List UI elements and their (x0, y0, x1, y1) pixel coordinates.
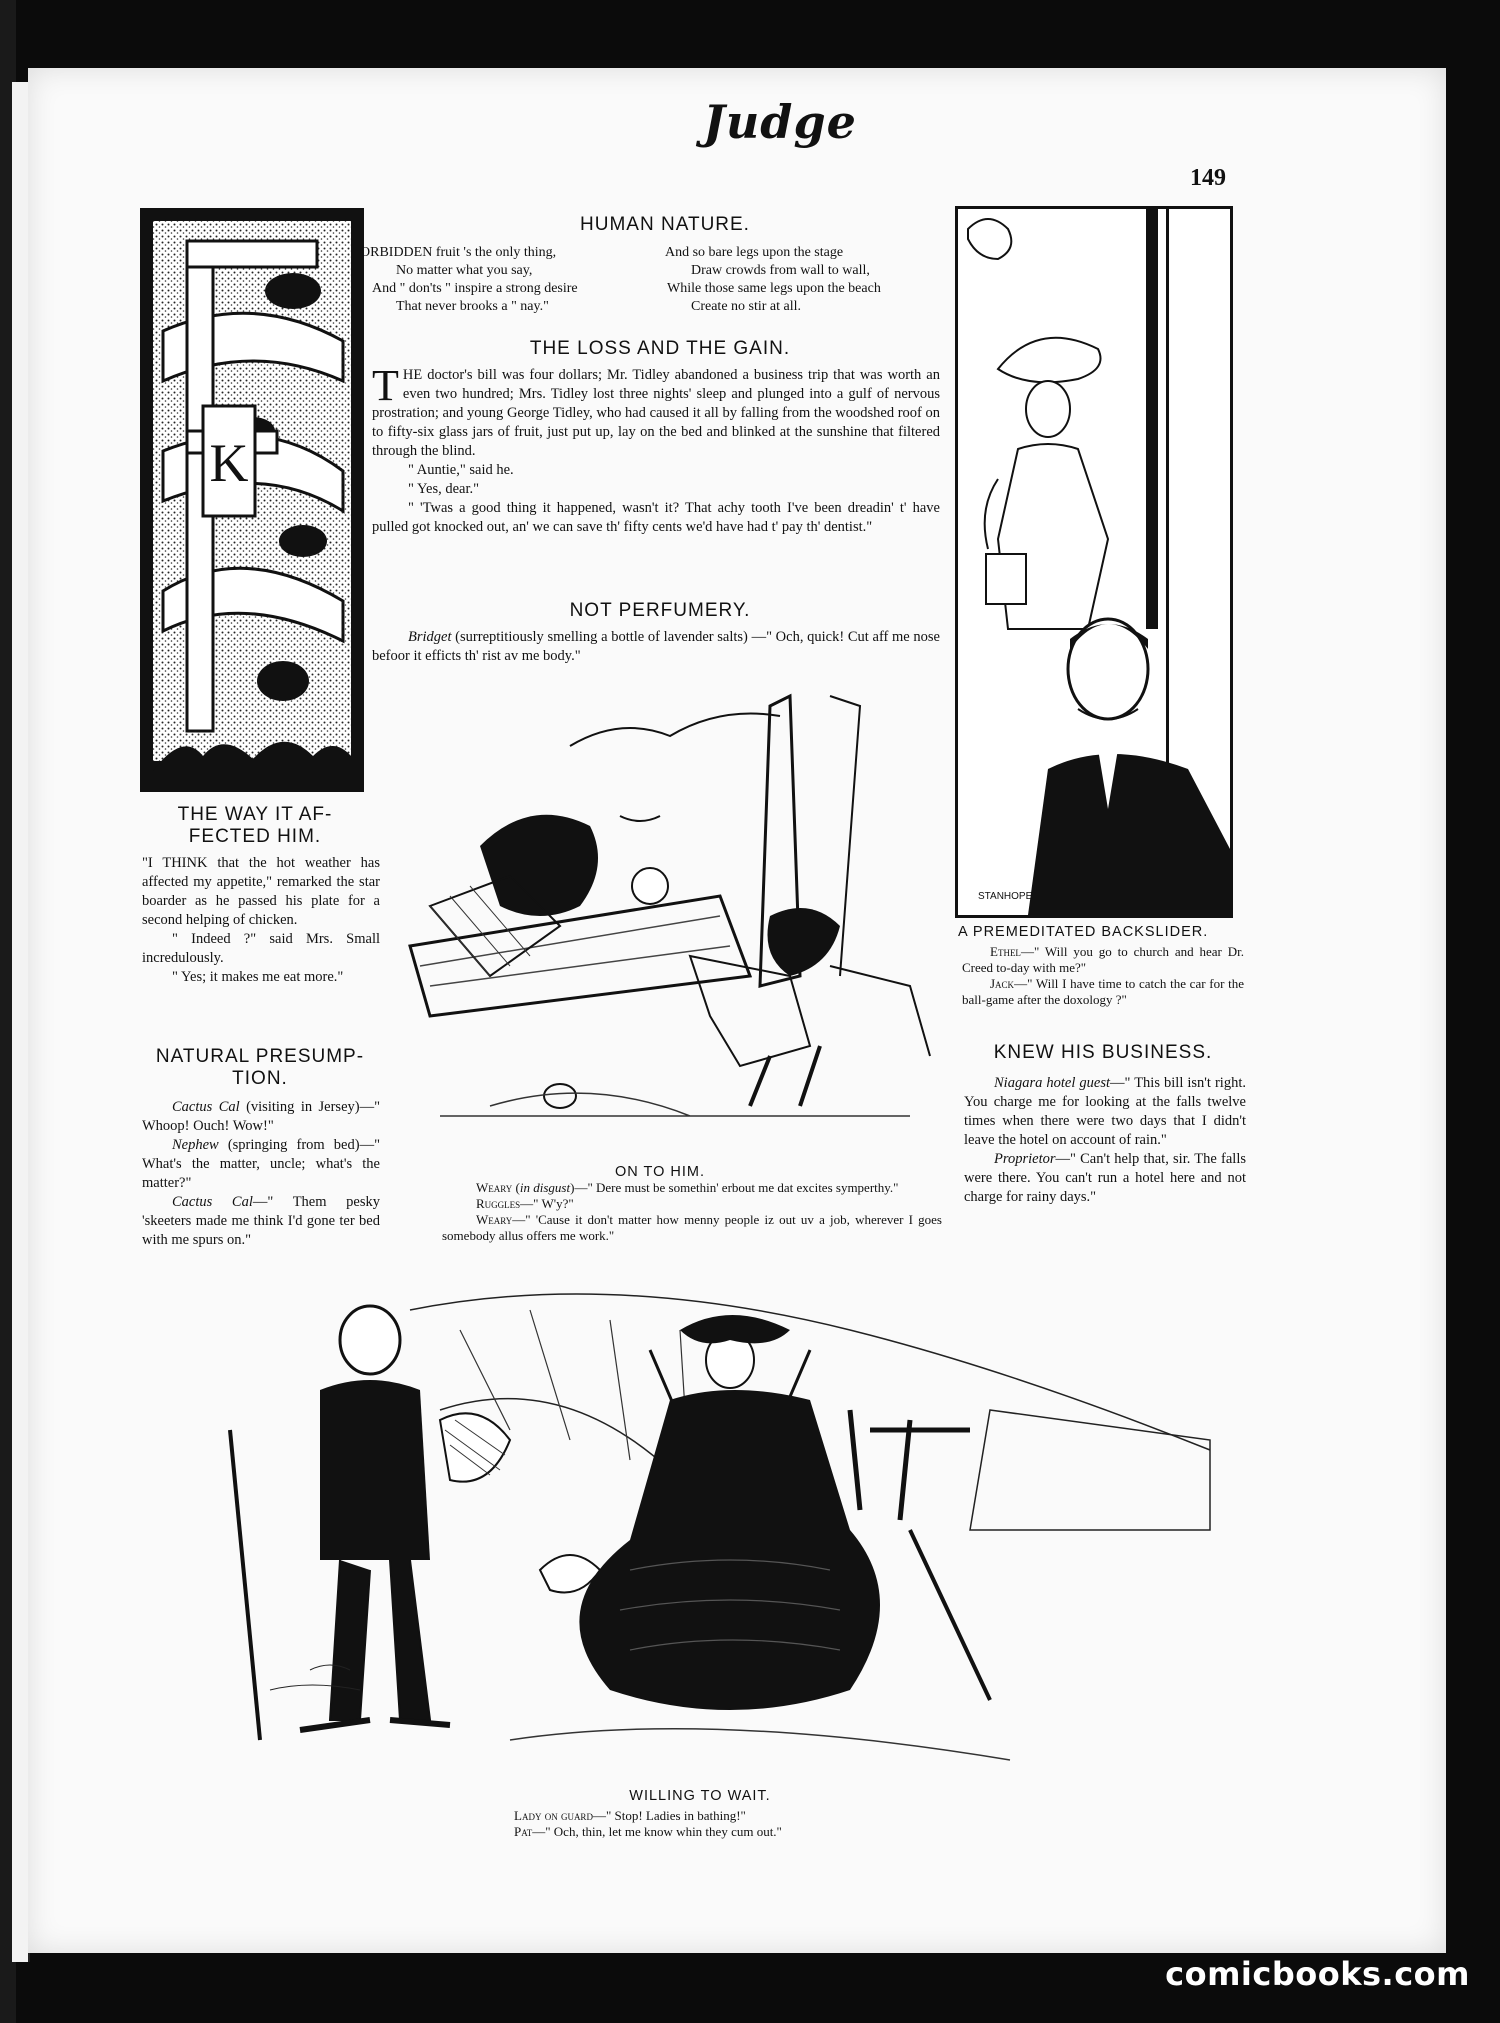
verse-line: While those same legs upon the beach (667, 281, 881, 296)
dialogue-line (962, 944, 1244, 976)
site-watermark: comicbooks.com (1165, 1955, 1470, 1993)
dialogue-line (442, 1212, 942, 1244)
dialogue-text: (surreptitiously smelling a bottle of lavender salts) —" Och, quick! Cut aff me nose befoor it efficts th' rist av me body." (372, 629, 940, 664)
way-it-affected-heading: THE WAY IT AF- FECTED HIM. (177, 804, 333, 847)
dialogue-line (962, 976, 1244, 1008)
speaker-name: Weary (476, 1180, 513, 1195)
dialogue-text: —" W'y?" (520, 1196, 574, 1211)
dialogue-line (142, 1098, 380, 1136)
natural-presumption-story (142, 1098, 380, 1250)
speaker-name: Nephew (172, 1137, 219, 1153)
speaker-name: Pat (514, 1824, 533, 1839)
backslider-caption: A PREMEDITATED BACKSLIDER. (958, 924, 1209, 940)
dialogue-line (442, 1196, 942, 1212)
speaker-name: Cactus Cal (172, 1099, 240, 1115)
human-nature-verse-right (665, 244, 945, 316)
natural-presumption-heading: NATURAL PRESUMP- TION. (155, 1046, 365, 1089)
perfumery-text (372, 628, 940, 666)
tramps-drawing (390, 676, 950, 1136)
loss-gain-paragraph: " Yes, dear." (408, 481, 480, 497)
speaker-name: Weary (476, 1212, 513, 1227)
willing-to-wait-dialogue (514, 1808, 934, 1840)
dialogue-line (514, 1824, 934, 1840)
verse-line: No matter what you say, (396, 263, 533, 278)
loss-gain-paragraph: " Auntie," said he. (408, 462, 514, 478)
story-paragraph: " Yes; it makes me eat more." (172, 969, 344, 985)
dialogue-text: —" Och, thin, let me know whin they cum out." (532, 1824, 782, 1839)
knew-business-heading: KNEW HIS BUSINESS. (993, 1042, 1213, 1063)
on-to-him-dialogue (442, 1180, 942, 1244)
drop-cap-letter: T (372, 361, 399, 410)
dialogue-text: —" Will you go to church and hear Dr. Creed to-day with me?" (962, 944, 1244, 975)
willing-to-wait-caption: WILLING TO WAIT. (629, 1788, 771, 1804)
dialogue-text: (springing from bed)—" What's the matter, uncle; what's the matter?" (142, 1137, 380, 1191)
page-number: 149 (1190, 165, 1226, 191)
speaker-name: Ruggles (476, 1196, 521, 1211)
verse-line: ORBIDDEN fruit 's the only thing, (360, 245, 557, 260)
decorative-initial-illustration (143, 211, 361, 789)
verse-line: And so bare legs upon the stage (665, 245, 844, 260)
loss-gain-paragraph: HE doctor's bill was four dollars; Mr. Tidley abandoned a business trip that was worth an even two hundred; Mrs. Tidley lost three nights' sleep and plunged into a gulf of nervous prostration; and young George Tidley, who had caused it all by falling from the woodshed roof on to fifty-six glass jars of fruit, just put up, lay on the bed and blinked at the sunshine that filtered through the blind. (372, 367, 940, 459)
human-nature-verse-left (360, 244, 650, 316)
speaker-name: Jack (990, 976, 1015, 991)
pat-and-lady-drawing (210, 1270, 1230, 1780)
dialogue-text: —" Can't help that, sir. The falls were there. You can't run a hotel here and not charge for rainy days." (964, 1151, 1246, 1205)
dialogue-line (514, 1808, 934, 1824)
on-to-him-illustration (390, 676, 950, 1136)
backslider-dialogue (962, 944, 1244, 1008)
loss-gain-heading: THE LOSS AND THE GAIN. (529, 338, 791, 359)
verse-line: And " don'ts " inspire a strong desire (372, 281, 578, 296)
willing-to-wait-illustration (210, 1270, 1230, 1780)
couple-drawing (958, 209, 1230, 915)
human-nature-heading: HUMAN NATURE. (580, 214, 750, 235)
masthead-title: Judge (703, 95, 857, 149)
decorative-initial-panel (140, 208, 364, 792)
stage-direction: in disgust (519, 1180, 571, 1195)
story-paragraph: " Indeed ?" said Mrs. Small incredulously. (142, 931, 380, 966)
speaker-name: Cactus Cal (172, 1194, 253, 1210)
dialogue-line (964, 1150, 1246, 1207)
dialogue-line (142, 1193, 380, 1250)
loss-gain-paragraph: " 'Twas a good thing it happened, wasn't it? That achy tooth I've been dreadin' t' have pulled got knocked out, an' we can save th' fifty cents we'd have had t' pay th' dentist." (372, 500, 940, 535)
story-paragraph: "I THINK that the hot weather has affected my appetite," remarked the star boarder as he passed his plate for a second helping of chicken. (142, 855, 380, 928)
artist-signature: STANHOPE (978, 891, 1033, 902)
dialogue-line (142, 1136, 380, 1193)
way-it-affected-story (142, 854, 380, 987)
verse-line: Create no stir at all. (691, 299, 802, 314)
dialogue-text: —" Dere must be somethin' erbout me dat excites symperthy." (574, 1180, 899, 1195)
speaker-name: Niagara hotel guest (994, 1075, 1111, 1091)
dialogue-text: (visiting in Jersey)—" Whoop! Ouch! Wow!" (142, 1099, 380, 1134)
dialogue-text: —" Them pesky 'skeeters made me think I'd gone ter bed with me spurs on." (142, 1194, 380, 1248)
backslider-illustration (955, 206, 1233, 918)
loss-gain-story (372, 361, 940, 537)
speaker-name: Lady on guard (514, 1808, 593, 1823)
dialogue-text: —" Stop! Ladies in bathing!" (592, 1808, 746, 1823)
on-to-him-caption: ON TO HIM. (614, 1164, 706, 1180)
dialogue-text: —" This bill isn't right. You charge me for looking at the falls twelve times when there were two days that I didn't leave the hotel on account of rain." (964, 1075, 1246, 1148)
svg-text:K: K (209, 433, 249, 493)
verse-line: That never brooks a " nay." (396, 299, 549, 314)
dialogue-line (964, 1074, 1246, 1150)
verse-line: Draw crowds from wall to wall, (691, 263, 870, 278)
speaker-name: Proprietor (994, 1151, 1056, 1167)
speaker-name: Bridget (408, 629, 452, 645)
perfumery-heading: NOT PERFUMERY. (569, 600, 751, 621)
dialogue-text: —" Will I have time to catch the car for the ball-game after the doxology ?" (962, 976, 1244, 1007)
knew-business-story (964, 1074, 1246, 1207)
speaker-name: Ethel (990, 944, 1021, 959)
dialogue-line: Weary (in disgust)—" Dere must be somethin' erbout me dat excites symperthy." (476, 1180, 899, 1195)
dialogue-text: —" 'Cause it don't matter how menny people iz out uv a job, wherever I goes somebody allus offers me work." (442, 1212, 942, 1243)
